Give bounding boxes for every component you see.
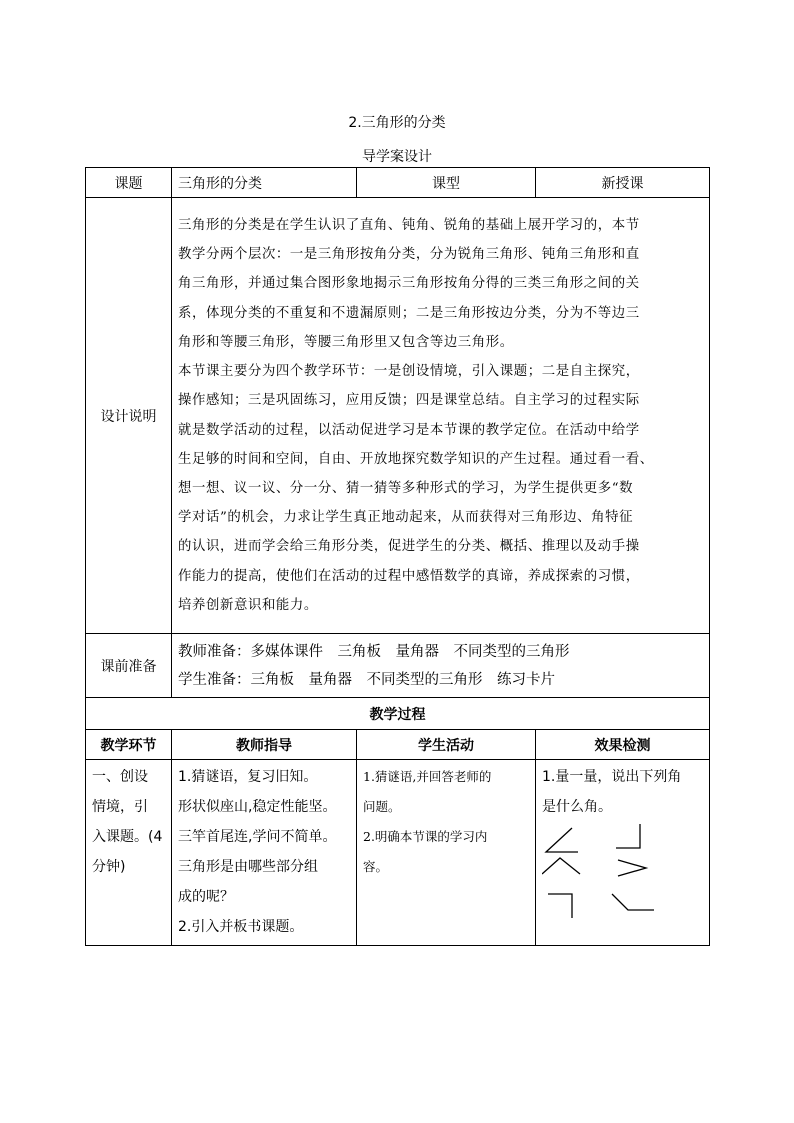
check-line: 1.量一量，说出下列角: [542, 769, 682, 785]
design-line: 培养创新意识和能力。: [178, 597, 318, 613]
teacher-line: 成的呢？: [178, 889, 234, 905]
stage-line: 一、创设: [92, 769, 148, 785]
design-line: 角三角形，并通过集合图形象地揭示三角形按角分得的三类三角形之间的关: [178, 276, 640, 292]
header-check: 效果检测: [536, 730, 710, 760]
design-line: 三角形的分类是在学生认识了直角、钝角、锐角的基础上展开学习的，本节: [178, 218, 640, 234]
right-angle-figure: [616, 824, 640, 848]
student-line: 容。: [363, 859, 389, 874]
check-line: 是什么角。: [542, 799, 612, 815]
design-line: 系，体现分类的不重复和不遗漏原则；二是三角形按边分类，分为不等边三: [178, 305, 640, 321]
design-line: 角形和等腰三角形，等腰三角形里又包含等边三角形。: [178, 334, 514, 350]
teacher-line: 三角形是由哪些部分组: [178, 859, 318, 875]
type-label: 课型: [357, 168, 536, 198]
stage-line: 入课题。(4: [92, 829, 163, 845]
prep-row: [86, 634, 710, 698]
design-line: 的认识，进而学会给三角形分类，促进学生的分类、概括、推理以及动手操: [178, 539, 640, 555]
design-line: 学对话”的机会，力求让学生真正地动起来，从而获得对三角形边、角特征: [178, 510, 634, 526]
topic-row: [86, 168, 710, 198]
student-line: 问题。: [363, 799, 401, 814]
effect-check-cell: [536, 760, 710, 946]
topic-value: 三角形的分类: [172, 168, 357, 198]
header-stage: 教学环节: [86, 730, 172, 760]
process-row: [86, 760, 710, 946]
stage-cell: [86, 760, 172, 946]
design-line: 作能力的提高，使他们在活动的过程中感悟数学的真谛，养成探索的习惯，: [178, 568, 640, 584]
teacher-line: 三竿首尾连,学问不简单。: [178, 829, 337, 845]
obtuse-angle-figure-2: [612, 894, 654, 910]
prep-content: [172, 634, 710, 698]
process-title: 教学过程: [86, 698, 710, 730]
type-value: 新授课: [536, 168, 710, 198]
student-prep: 学生准备：三角板 量角器 不同类型的三角形 练习卡片: [178, 671, 555, 688]
design-line: 教学分两个层次：一是三角形按角分类，分为锐角三角形、钝角三角形和直: [178, 247, 640, 263]
stage-line: 分钟): [92, 859, 126, 875]
acute-angle-figure: [546, 828, 578, 852]
design-line: 想一想、议一议、分一分、猜一猜等多种形式的学习，为学生提供更多“数: [178, 480, 634, 496]
lesson-plan-table: [85, 167, 710, 946]
student-activity-cell: [357, 760, 536, 946]
stage-line: 情境，引: [92, 799, 148, 815]
acute-angle-figure-2: [618, 860, 646, 876]
process-title-row: [86, 698, 710, 730]
teacher-prep: 教师准备：多媒体课件 三角板 量角器 不同类型的三角形: [178, 643, 570, 660]
design-line: 就是数学活动的过程，以活动促进学习是本节课的教学定位。在活动中给学: [178, 422, 640, 438]
document-subtitle: 导学案设计: [362, 149, 432, 165]
design-row: [86, 198, 710, 634]
teacher-line: 1.猜谜语，复习旧知。: [178, 769, 318, 785]
document-title: 2.三角形的分类: [348, 115, 446, 131]
topic-label: 课题: [86, 168, 172, 198]
header-student: 学生活动: [357, 730, 536, 760]
right-angle-figure-2: [548, 894, 572, 918]
teacher-line: 形状似座山,稳定性能坚。: [178, 799, 337, 815]
student-line: 2.明确本节课的学习内: [363, 829, 488, 844]
design-line: 本节课主要分为四个教学环节：一是创设情境，引入课题；二是自主探究，: [178, 364, 640, 380]
process-header-row: [86, 730, 710, 760]
prep-label: 课前准备: [86, 634, 172, 698]
design-line: 操作感知；三是巩固练习，应用反馈；四是课堂总结。自主学习的过程实际: [178, 393, 640, 409]
design-description: [172, 198, 710, 634]
design-label: 设计说明: [86, 198, 172, 634]
header-teacher: 教师指导: [172, 730, 357, 760]
teacher-guide-cell: [172, 760, 357, 946]
teacher-line: 2.引入并板书课题。: [178, 919, 304, 935]
student-line: 1.猜谜语,并回答老师的: [363, 769, 492, 784]
obtuse-angle-figure: [542, 858, 580, 874]
design-line: 生足够的时间和空间，自由、开放地探究数学知识的产生过程。通过看一看、: [178, 451, 654, 467]
angle-figures: [542, 822, 702, 922]
